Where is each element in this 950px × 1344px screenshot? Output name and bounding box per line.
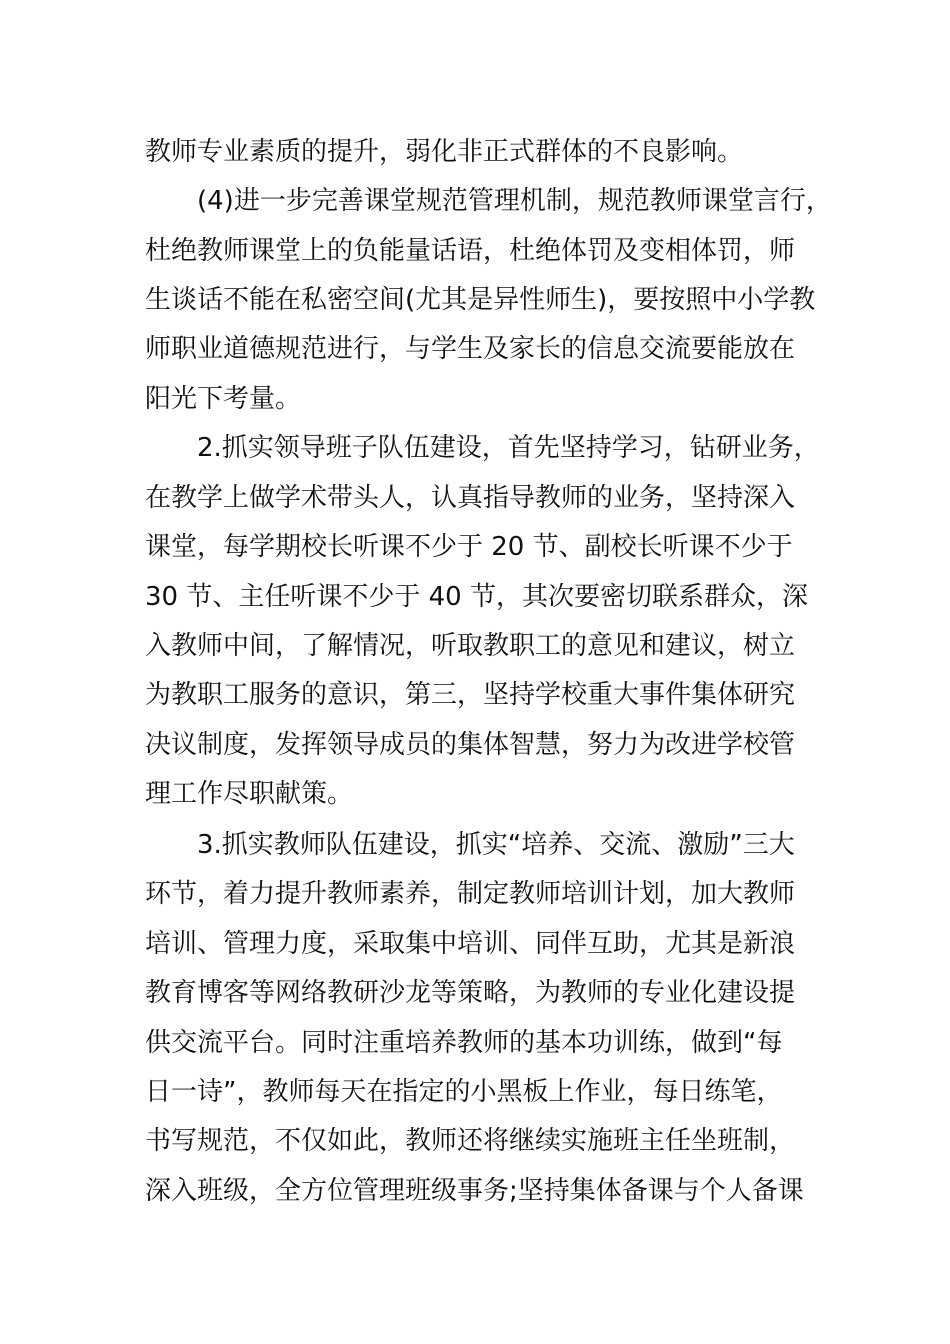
- text-line: 教育博客等网络教研沙龙等策略，为教师的专业化建设提: [145, 978, 796, 1008]
- text-line: 环节，着力提升教师素养，制定教师培训计划，加大教师: [145, 879, 796, 909]
- text-line: (4)进一步完善课堂规范管理机制，规范教师课堂言行，: [197, 186, 832, 216]
- text-line: 30 节、主任听课不少于 40 节，其次要密切联系群众，深: [145, 582, 808, 612]
- text-line: 在教学上做学术带头人，认真指导教师的业务，坚持深入: [145, 483, 796, 513]
- text-line: 2.抓实领导班子队伍建设，首先坚持学习，钻研业务，: [197, 433, 820, 463]
- text-line: 为教职工服务的意识，第三，坚持学校重大事件集体研究: [145, 680, 796, 710]
- text-line: 供交流平台。同时注重培养教师的基本功训练，做到“每: [145, 1028, 783, 1058]
- text-line: 课堂，每学期校长听课不少于 20 节、副校长听课不少于: [145, 532, 793, 562]
- text-line: 阳光下考量。: [145, 384, 302, 414]
- text-line: 师职业道德规范进行，与学生及家长的信息交流要能放在: [145, 334, 796, 364]
- text-line: 理工作尽职献策。: [145, 779, 354, 809]
- text-line: 决议制度，发挥领导成员的集体智慧，努力为改进学校管: [145, 730, 796, 760]
- text-line: 深入班级，全方位管理班级事务;坚持集体备课与个人备课: [145, 1176, 804, 1206]
- text-line: 杜绝教师课堂上的负能量话语，杜绝体罚及变相体罚，师: [145, 236, 796, 266]
- text-line: 生谈话不能在私密空间(尤其是异性师生)，要按照中小学教: [145, 285, 816, 315]
- text-line: 入教师中间，了解情况，听取教职工的意见和建议，树立: [145, 631, 796, 661]
- text-line: 3.抓实教师队伍建设，抓实“培养、交流、激励”三大: [197, 830, 795, 860]
- text-line: 日一诗”，教师每天在指定的小黑板上作业，每日练笔，: [145, 1077, 783, 1107]
- text-line: 培训、管理力度，采取集中培训、同伴互助，尤其是新浪: [145, 929, 796, 959]
- text-line: 教师专业素质的提升，弱化非正式群体的不良影响。: [145, 137, 744, 167]
- text-line: 书写规范，不仅如此，教师还将继续实施班主任坐班制，: [145, 1126, 796, 1156]
